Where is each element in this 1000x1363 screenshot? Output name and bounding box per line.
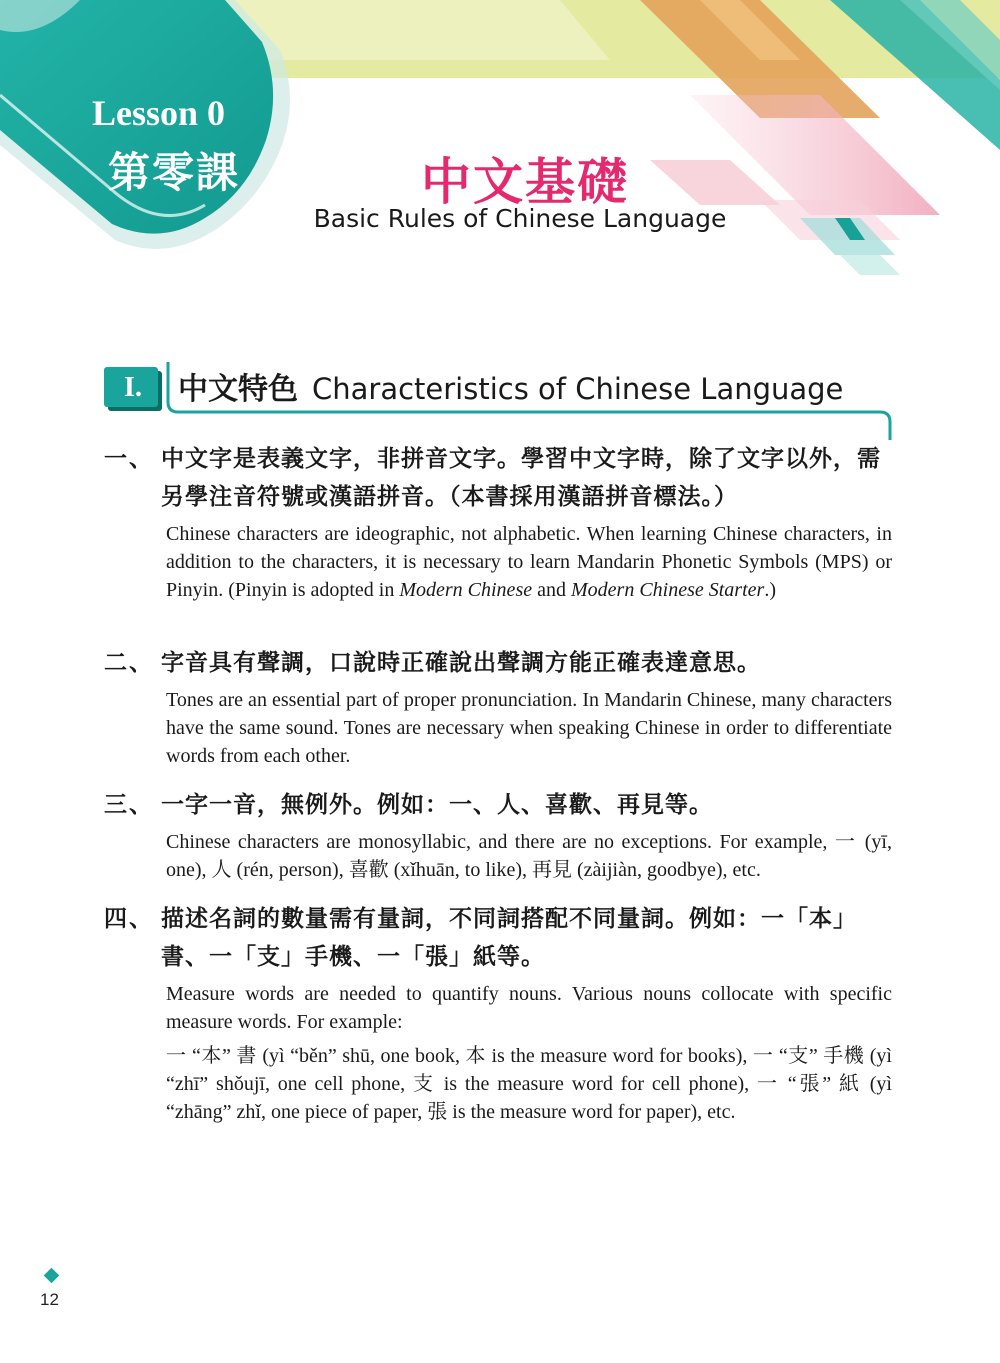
rule-number: 四、 bbox=[104, 906, 154, 932]
rule-text-en: Chinese characters are monosyllabic, and there are no exceptions. For example, 一 (yī, one), 人 (rén, person), 喜歡 (xǐhuān, to like), 再見 (zàijiàn, goodbye), etc. bbox=[166, 831, 892, 881]
lesson-number-zh: 第零課 bbox=[108, 148, 241, 197]
rule-text-zh: 字音具有聲調，口說時正確說出聲調方能正確表達意思。 bbox=[161, 650, 761, 676]
rule-text-zh: 一字一音，無例外。例如：一、人、喜歡、再見等。 bbox=[161, 792, 713, 818]
page-title-zh: 中文基礎 bbox=[421, 153, 629, 211]
rule-text-zh: 描述名詞的數量需有量詞，不同詞搭配不同量詞。例如：一「本」書、一「支」手機、一「張」紙等。 bbox=[161, 906, 857, 970]
rule-number: 三、 bbox=[104, 792, 154, 818]
section-title bbox=[178, 364, 858, 408]
rule-item-3 bbox=[104, 786, 904, 884]
book-title: Modern Chinese Starter bbox=[571, 579, 765, 601]
rule-number: 二、 bbox=[104, 650, 154, 676]
lesson-number-en: Lesson 0 bbox=[92, 93, 226, 133]
rule-item-1 bbox=[104, 440, 904, 604]
rule-examples-en: 一 “本” 書 (yì “běn” shū, one book, 本 is the measure word for books), 一 “支” 手機 (yì “zhī” shǒujī, one cell phone, 支 is the measure word for cell phone), 一 “張” 紙 (yì “zhāng” zhǐ, one piece of paper, 張 is the measure word for paper), etc. bbox=[166, 1045, 892, 1123]
rule-item-4 bbox=[104, 900, 904, 1126]
teal-stripe-5 bbox=[840, 255, 900, 275]
rule-text-en: Chinese characters are ideographic, not alphabetic. When learning Chinese characters, in addition to the characters, it is necessary to learn Mandarin Phonetic Symbols (MPS) or Pinyin. (Pinyin is adopted in Modern Chinese and Modern Chinese Starter.) bbox=[166, 523, 892, 601]
section-number: I. bbox=[124, 372, 142, 403]
section-title-en: Characteristics of Chinese Language bbox=[312, 372, 844, 406]
section-title-zh: 中文特色 bbox=[178, 372, 298, 407]
page-title-en: Basic Rules of Chinese Language bbox=[313, 204, 727, 233]
rule-number: 一、 bbox=[104, 446, 154, 472]
rule-text-zh: 中文字是表義文字，非拼音文字。學習中文字時，除了文字以外，需另學注音符號或漢語拼音。（本書採用漢語拼音標法。） bbox=[161, 446, 881, 510]
book-title: Modern Chinese bbox=[399, 579, 533, 601]
rule-text-en: Measure words are needed to quantify nouns. Various nouns collocate with specific measure words. For example: bbox=[166, 983, 892, 1033]
page-marker-icon bbox=[44, 1268, 60, 1284]
page-number: 12 bbox=[40, 1290, 59, 1309]
rule-text-en: Tones are an essential part of proper pronunciation. In Mandarin Chinese, many characters have the same sound. Tones are necessary when speaking Chinese in order to differentiate words from each other. bbox=[166, 689, 892, 767]
rule-item-2 bbox=[104, 644, 904, 770]
